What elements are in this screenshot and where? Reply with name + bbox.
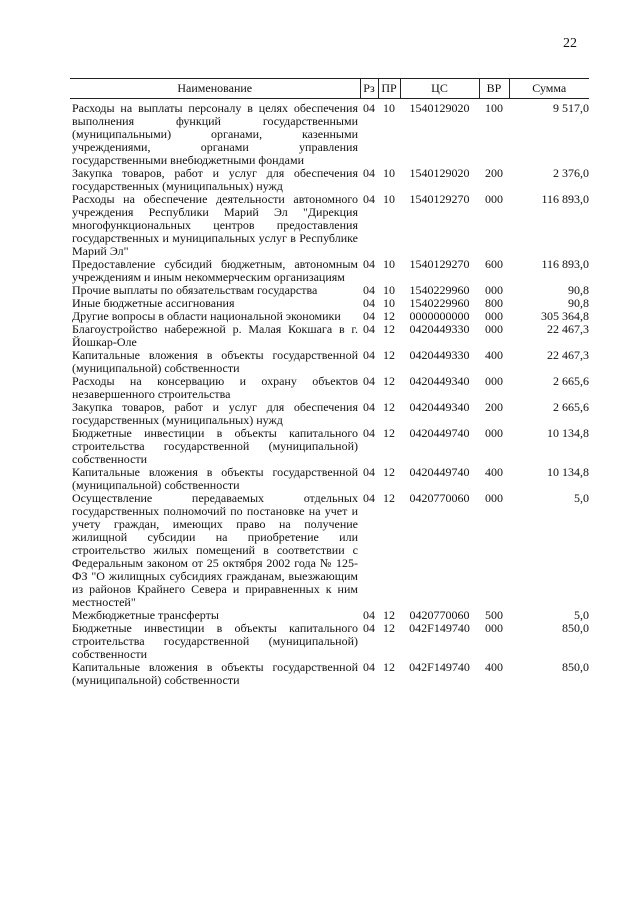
row-rz: 04: [363, 608, 375, 622]
row-cs: 0420770060: [409, 491, 470, 505]
row-rz: 04: [363, 660, 375, 674]
row-vr: 200: [485, 166, 503, 180]
row-cs: 1540129020: [409, 166, 470, 180]
header-name: Наименование: [70, 79, 360, 99]
row-name: Предоставление субсидий бюджетным, автономным учреждениям и иным некоммерческим организациям: [72, 257, 358, 284]
row-pr: 12: [383, 309, 395, 323]
row-vr: 000: [485, 192, 503, 206]
table-body: [70, 99, 589, 688]
row-cs: 0420449330: [409, 348, 470, 362]
row-name: Расходы на обеспечение деятельности автономного учреждения Республики Марий Эл "Дирекция многофункциональных центров предоставления государственных и муниципальных услуг в Республике Марий Эл": [72, 192, 358, 258]
row-sum: 2 665,6: [553, 400, 589, 414]
row-pr: 10: [383, 101, 395, 115]
row-pr: 10: [383, 296, 395, 310]
row-name: Другие вопросы в области национальной экономики: [72, 309, 341, 323]
row-rz: 04: [363, 296, 375, 310]
row-rz: 04: [363, 309, 375, 323]
table-row: [70, 258, 589, 284]
row-cs: 042F149740: [409, 621, 470, 635]
row-sum: 22 467,3: [547, 322, 589, 336]
row-rz: 04: [363, 465, 375, 479]
row-rz: 04: [363, 192, 375, 206]
table-row: [70, 622, 589, 661]
header-sum: Сумма: [509, 79, 589, 99]
row-cs: 0420449330: [409, 322, 470, 336]
row-cs: 1540129270: [409, 192, 470, 206]
row-vr: 600: [485, 257, 503, 271]
table-row: [70, 167, 589, 193]
row-pr: 12: [383, 491, 395, 505]
table-row: [70, 375, 589, 401]
row-vr: 800: [485, 296, 503, 310]
table-row: [70, 349, 589, 375]
row-rz: 04: [363, 322, 375, 336]
row-sum: 90,8: [568, 296, 589, 310]
row-cs: 0000000000: [409, 309, 470, 323]
table-row: [70, 492, 589, 609]
row-vr: 500: [485, 608, 503, 622]
row-cs: 0420770060: [409, 608, 470, 622]
row-vr: 000: [485, 491, 503, 505]
row-name: Осуществление передаваемых отдельных государственных полномочий по постановке на учет и учету граждан, имеющих право на получение жилищной субсидии на приобретение или строительство жилых помещений в соответствии с Федеральным законом от 25 октября 2002 года № 125-ФЗ "О жилищных субсидиях гражданам, выезжающим из районов Крайнего Севера и приравненных к ним местностей": [72, 491, 358, 609]
row-pr: 10: [383, 257, 395, 271]
table-row: [70, 193, 589, 258]
row-name: Закупка товаров, работ и услуг для обеспечения государственных (муниципальных) нужд: [72, 166, 358, 193]
row-name: Бюджетные инвестиции в объекты капитального строительства государственной (муниципальной) собственности: [72, 426, 358, 466]
row-name: Иные бюджетные ассигнования: [72, 296, 235, 310]
row-cs: 1540229960: [409, 296, 470, 310]
page-number: 22: [563, 36, 577, 51]
row-pr: 10: [383, 192, 395, 206]
row-name: Расходы на консервацию и охрану объектов незавершенного строительства: [72, 374, 358, 401]
row-rz: 04: [363, 101, 375, 115]
row-name: Прочие выплаты по обязательствам государства: [72, 283, 318, 297]
row-name: Межбюджетные трансферты: [72, 608, 219, 622]
row-pr: 12: [383, 322, 395, 336]
row-pr: 10: [383, 166, 395, 180]
row-rz: 04: [363, 348, 375, 362]
row-sum: 116 893,0: [541, 257, 589, 271]
row-rz: 04: [363, 400, 375, 414]
header-cs: ЦС: [400, 79, 479, 99]
row-rz: 04: [363, 283, 375, 297]
row-name: Капитальные вложения в объекты государственной (муниципальной) собственности: [72, 348, 358, 375]
table-row: [70, 466, 589, 492]
row-name: Благоустройство набережной р. Малая Кокшага в г. Йошкар-Оле: [72, 322, 358, 349]
row-sum: 2 665,6: [553, 374, 589, 388]
row-name: Бюджетные инвестиции в объекты капитального строительства государственной (муниципальной) собственности: [72, 621, 358, 661]
row-name: Капитальные вложения в объекты государственной (муниципальной) собственности: [72, 660, 358, 687]
row-cs: 0420449340: [409, 400, 470, 414]
row-pr: 10: [383, 283, 395, 297]
row-pr: 12: [383, 400, 395, 414]
budget-table: [70, 78, 589, 687]
row-sum: 9 517,0: [553, 101, 589, 115]
row-sum: 90,8: [568, 283, 589, 297]
row-sum: 5,0: [574, 491, 589, 505]
row-cs: 1540129020: [409, 101, 470, 115]
row-vr: 400: [485, 660, 503, 674]
row-sum: 5,0: [574, 608, 589, 622]
header-vr: ВР: [479, 79, 509, 99]
row-rz: 04: [363, 257, 375, 271]
row-vr: 000: [485, 621, 503, 635]
row-cs: 0420449740: [409, 465, 470, 479]
table-row: [70, 661, 589, 687]
header-rz: Рз: [360, 79, 378, 99]
row-vr: 400: [485, 348, 503, 362]
header-pr: ПР: [378, 79, 400, 99]
row-sum: 850,0: [562, 621, 589, 635]
row-name: Капитальные вложения в объекты государственной (муниципальной) собственности: [72, 465, 358, 492]
row-cs: 042F149740: [409, 660, 470, 674]
row-sum: 116 893,0: [541, 192, 589, 206]
row-rz: 04: [363, 374, 375, 388]
row-pr: 12: [383, 426, 395, 440]
row-cs: 0420449340: [409, 374, 470, 388]
row-rz: 04: [363, 426, 375, 440]
row-name: Расходы на выплаты персоналу в целях обеспечения выполнения функций государственными (муниципальными) органами, казенными учреждениями, органами управления государственными внебюджетными фондами: [72, 101, 358, 167]
row-rz: 04: [363, 621, 375, 635]
row-sum: 850,0: [562, 660, 589, 674]
table-row: [70, 427, 589, 466]
row-sum: 22 467,3: [547, 348, 589, 362]
row-sum: 2 376,0: [553, 166, 589, 180]
row-cs: 1540229960: [409, 283, 470, 297]
table-header-row: [70, 79, 589, 99]
row-pr: 12: [383, 608, 395, 622]
row-rz: 04: [363, 491, 375, 505]
table-row: [70, 401, 589, 427]
row-vr: 100: [485, 101, 503, 115]
row-pr: 12: [383, 660, 395, 674]
row-vr: 000: [485, 374, 503, 388]
row-cs: 0420449740: [409, 426, 470, 440]
row-vr: 400: [485, 465, 503, 479]
row-vr: 000: [485, 283, 503, 297]
row-pr: 12: [383, 621, 395, 635]
row-rz: 04: [363, 166, 375, 180]
row-pr: 12: [383, 465, 395, 479]
row-vr: 200: [485, 400, 503, 414]
table-row: [70, 99, 589, 168]
row-name: Закупка товаров, работ и услуг для обеспечения государственных (муниципальных) нужд: [72, 400, 358, 427]
row-sum: 10 134,8: [547, 426, 589, 440]
row-vr: 000: [485, 426, 503, 440]
row-cs: 1540129270: [409, 257, 470, 271]
row-sum: 10 134,8: [547, 465, 589, 479]
row-pr: 12: [383, 348, 395, 362]
row-vr: 000: [485, 322, 503, 336]
row-vr: 000: [485, 309, 503, 323]
row-sum: 305 364,8: [541, 309, 589, 323]
row-pr: 12: [383, 374, 395, 388]
table-row: [70, 323, 589, 349]
